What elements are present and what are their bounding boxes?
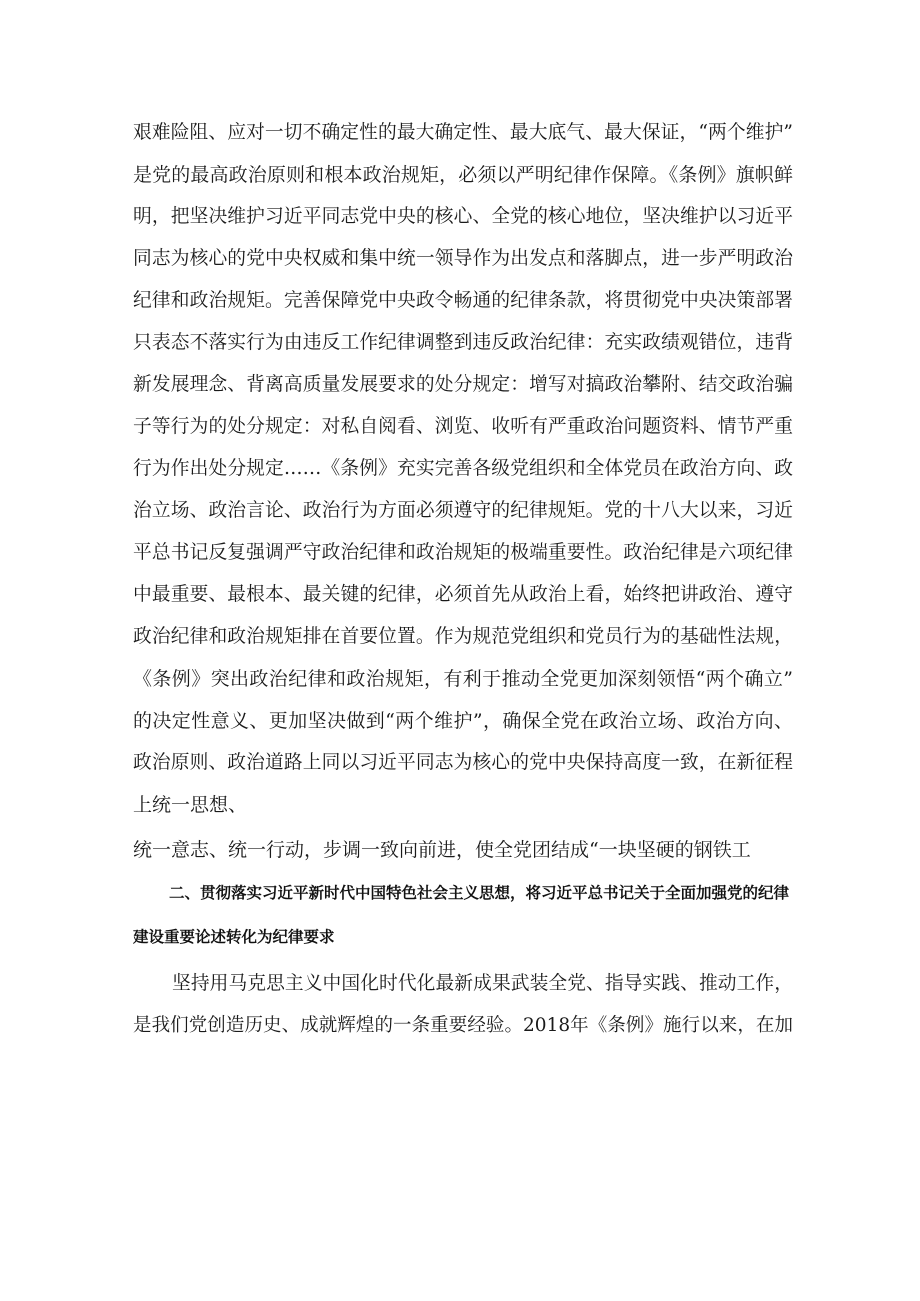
heading-line: 建设重要论述转化为纪律要求 [133, 928, 335, 946]
text-line: 《条例》突出政治纪律和政治规矩，有利于推动全党更加深刻领悟“两个确立” [133, 668, 793, 690]
text-line: 纪律和政治规矩。完善保障党中央政令畅通的纪律条款，将贯彻党中央决策部署 [133, 290, 793, 311]
text-line: 新发展理念、背离高质量发展要求的处分规定：增写对搞政治攀附、结交政治骗 [133, 374, 793, 395]
text-line: 同志为核心的党中央权威和集中统一领导作为出发点和落脚点，进一步严明政治 [133, 248, 793, 269]
fragment-line: 统一意志、统一行动，步调一致向前进，使全党团结成“一块坚硬的钢铁工 [133, 839, 751, 861]
text-line: 政治纪律和政治规矩排在首要位置。作为规范党组织和党员行为的基础性法规， [133, 626, 793, 647]
text-line: 政治原则、政治道路上同以习近平同志为核心的党中央保持高度一致，在新征程 [133, 752, 793, 773]
text-line: 是我们党创造历史、成就辉煌的一条重要经验。2018年《条例》施行以来，在加 [133, 1015, 793, 1036]
text-line: 平总书记反复强调严守政治纪律和政治规矩的极端重要性。政治纪律是六项纪律 [133, 542, 793, 563]
text-line: 行为作出处分规定……《条例》充实完善各级党组织和全体党员在政治方向、政 [133, 458, 793, 479]
text-line: 是党的最高政治原则和根本政治规矩，必须以严明纪律作保障。《条例》旗帜鲜 [133, 164, 793, 186]
heading-line: 二、贯彻落实习近平新时代中国特色社会主义思想，将习近平总书记关于全面加强党的纪律 [169, 884, 790, 902]
text-line: 治立场、政治言论、政治行为方面必须遵守的纪律规矩。党的十八大以来，习近 [133, 500, 793, 521]
text-line: 明，把坚决维护习近平同志党中央的核心、全党的核心地位，坚决维护以习近平 [133, 206, 793, 227]
text-line: 的决定性意义、更加坚决做到“两个维护”，确保全党在政治立场、政治方向、 [133, 710, 793, 732]
text-line: 中最重要、最根本、最关键的纪律，必须首先从政治上看，始终把讲政治、遵守 [133, 584, 793, 605]
text-line: 坚持用马克思主义中国化时代化最新成果武装全党、指导实践、推动工作， [172, 973, 793, 994]
text-line: 只表态不落实行为由违反工作纪律调整到违反政治纪律：充实政绩观错位，违背 [133, 332, 793, 353]
text-line-last: 上统一思想、 [133, 794, 248, 816]
text-line: 子等行为的处分规定：对私自阅看、浏览、收听有严重政治问题资料、情节严重 [133, 416, 793, 437]
text-line: 艰难险阻、应对一切不确定性的最大确定性、最大底气、最大保证，“两个维护” [133, 122, 793, 143]
